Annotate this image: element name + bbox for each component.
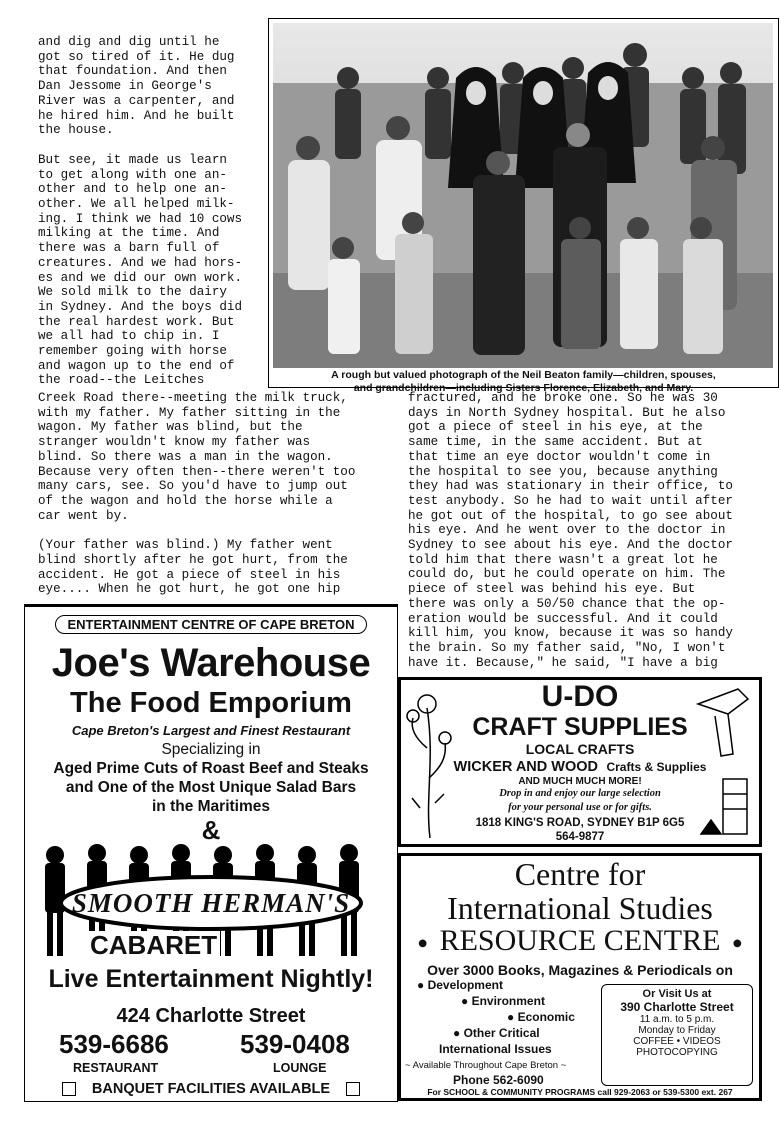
- ad-banner: [25, 615, 397, 634]
- ad-title: Joe's Warehouse: [51, 641, 371, 685]
- visit-address: 390 Charlotte Street: [620, 1000, 734, 1014]
- topic-item: ● Economic: [507, 1010, 575, 1024]
- article-paragraph: Creek Road there--meeting the milk truck, with my father. My father sitting in the wagon. My father was blind, but the stranger wouldn't know my father was blind. So there was a man in the wagon. Because very often then--there weren't too many cars, see. So you'd have to jump out of the wagon and hold the horse while a car went by.: [38, 391, 356, 523]
- visit-days: Monday to Friday: [638, 1025, 716, 1036]
- ad-ampersand: &: [201, 815, 221, 845]
- label-lounge: LOUNGE: [273, 1061, 327, 1075]
- ad-centre-international-studies: [398, 853, 762, 1101]
- visit-services-2: PHOTOCOPYING: [636, 1047, 718, 1058]
- resource-centre-text: RESOURCE CENTRE: [439, 924, 721, 957]
- cabaret-text: CABARET: [87, 931, 220, 959]
- ad-phone: 564-9877: [555, 831, 605, 843]
- ad-headline: Over 3000 Books, Magazines & Periodicals on: [427, 962, 733, 978]
- ad-text-line: in the Maritimes: [152, 798, 270, 815]
- label-restaurant: RESTAURANT: [73, 1061, 159, 1075]
- phone-lounge: 539-0408: [240, 1029, 350, 1059]
- crafts-text: Crafts & Supplies: [606, 760, 707, 774]
- ad-banquet: [25, 1081, 397, 1097]
- article-paragraph: But see, it made us learn to get along with one an- other and to help one an- other. We all helped milk- ing. I think we had 10 cows milking at the time. And there was a barn full of creatures. And we had hors- es and we did our own work. We sold milk to the dairy in Sydney. And the boys did the real hardest work. But we all had to chip in. I remember going with horse and wagon up to the end of the road--the Leitches: [38, 152, 243, 388]
- family-photo-frame: [268, 18, 779, 394]
- article-paragraph: fractured, and he broke one. So he was 30 days in North Sydney hospital. But he also got a piece of steel in his eye, at the same time, in the same accident. But at that time an eye doctor wouldn't come in the hospital to see you, because anything they had was stationary in their office, to test anybody. So he had to wait until after he got out of the hospital, to go see about his eye. And he went over to the doctor in Sydney to see about his eye. And the doctor told him that there wasn't a great lot he could do, but he could operate on him. The piece of steel was behind his eye. But there was only a 50/50 chance that the op- eration would be successful. And it could kill him, you know, because it was so handy the brain. So my father said, "No, I won't have it. Because," he said, "I have a big: [408, 391, 733, 670]
- ad-tagline: Cape Breton's Largest and Finest Restaurant: [71, 723, 351, 738]
- ad-address: 1818 KING'S ROAD, SYDNEY B1P 6G5: [475, 817, 685, 829]
- visit-services: COFFEE • VIDEOS: [633, 1036, 721, 1047]
- ad-phone: Phone 562-6090: [453, 1073, 544, 1087]
- family-photo: [273, 23, 773, 368]
- article-column-left-mid: [38, 391, 398, 597]
- ad-udo-craft-supplies: [398, 677, 762, 847]
- ad-title-line: ● RESOURCE CENTRE ●: [417, 924, 743, 957]
- banquet-text: BANQUET FACILITIES AVAILABLE: [91, 1081, 331, 1098]
- visit-hours: 11 a.m. to 5 p.m.: [639, 1014, 715, 1025]
- ad-title-line: Centre for: [514, 856, 646, 892]
- ad-text-line: [401, 758, 759, 776]
- ad-live-entertainment: Live Entertainment Nightly!: [48, 965, 374, 993]
- checkbox-icon: [62, 1082, 76, 1096]
- ad-text-line: Specializing in: [161, 741, 261, 758]
- ad-title-line: International Studies: [447, 890, 713, 926]
- article-column-left-top: [38, 35, 266, 388]
- visit-us-box: [601, 984, 753, 1086]
- topic-item: ● Environment: [461, 994, 545, 1008]
- ad-text-line: and One of the Most Unique Salad Bars: [65, 779, 357, 796]
- ad-footer: For SCHOOL & COMMUNITY PROGRAMS call 929-2063 or 539-5300 ext. 267: [427, 1087, 733, 1097]
- ad-text-line: AND MUCH MUCH MORE!: [518, 776, 642, 787]
- article-paragraph: (Your father was blind.) My father went blind shortly after he got hurt, from the accident. He got a piece of steel in his eye.... When he got hurt, he got one hip: [38, 538, 348, 597]
- article-column-right-mid: [408, 391, 768, 670]
- checkbox-icon: [346, 1082, 360, 1096]
- ad-available: ~ Available Throughout Cape Breton ~: [405, 1060, 567, 1071]
- photo-caption-line: A rough but valued photograph of the Neil Beaton family—children, spouses,: [331, 369, 716, 381]
- ad-subtitle: The Food Emporium: [70, 687, 352, 719]
- topic-item: International Issues: [439, 1042, 552, 1056]
- smooth-hermans-logo: [35, 843, 387, 961]
- logo-text: SMOOTH HERMAN'S: [71, 888, 351, 918]
- phone-restaurant: 539-6686: [59, 1029, 169, 1059]
- photo-caption: [269, 369, 778, 395]
- ad-subtitle: CRAFT SUPPLIES: [472, 713, 688, 741]
- ad-title: U-DO: [541, 680, 619, 713]
- topic-item: ● Development: [417, 978, 503, 992]
- visit-title: Or Visit Us at: [642, 988, 712, 1000]
- ad-text-line: LOCAL CRAFTS: [525, 741, 635, 757]
- photo-caption-line: and grandchildren—including Sisters Florence, Elizabeth, and Mary.: [353, 382, 694, 394]
- ad-banner-text: ENTERTAINMENT CENTRE OF CAPE BRETON: [55, 615, 368, 634]
- wicker-text: WICKER AND WOOD: [453, 759, 598, 775]
- family-photo-image: [273, 23, 773, 368]
- ad-text-line: Drop in and enjoy our large selection: [499, 788, 661, 799]
- topic-item: ● Other Critical: [453, 1026, 540, 1040]
- article-paragraph: and dig and dig until he got so tired of it. He dug that foundation. And then Dan Jessome in George's River was a carpenter, and he hired him. And he built the house.: [38, 35, 235, 138]
- ad-address: 424 Charlotte Street: [116, 1005, 306, 1027]
- ad-joes-warehouse: [24, 604, 398, 1102]
- ad-text-line: for your personal use or for gifts.: [508, 802, 652, 813]
- ad-text-line: Aged Prime Cuts of Roast Beef and Steaks: [53, 760, 369, 777]
